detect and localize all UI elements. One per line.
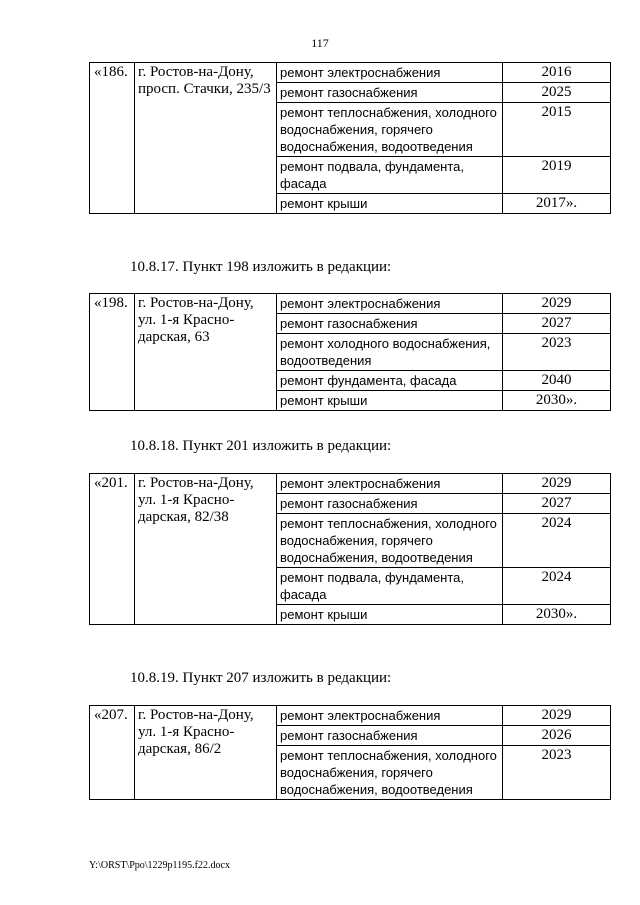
address-cell: г. Ростов-на-Дону, просп. Стачки, 235/3 bbox=[135, 63, 277, 214]
work-type-cell: ремонт газоснабжения bbox=[277, 83, 503, 103]
page-number: 117 bbox=[311, 36, 329, 50]
table-row bbox=[90, 294, 611, 314]
year-cell: 2040 bbox=[503, 371, 611, 391]
register-table-207 bbox=[89, 705, 611, 800]
address-cell: г. Ростов-на-Дону, ул. 1-я Красно-дарская, 63 bbox=[135, 294, 277, 411]
year-cell: 2024 bbox=[503, 514, 611, 568]
work-type-cell: ремонт электроснабжения bbox=[277, 706, 503, 726]
year-cell: 2019 bbox=[503, 157, 611, 194]
year-cell: 2016 bbox=[503, 63, 611, 83]
year-cell: 2029 bbox=[503, 294, 611, 314]
item-number: «201. bbox=[90, 474, 135, 625]
year-cell: 2027 bbox=[503, 494, 611, 514]
register-table-186 bbox=[89, 62, 611, 214]
work-type-cell: ремонт теплоснабжения, холодного водоснабжения, горячего водоснабжения, водоотведения bbox=[277, 746, 503, 800]
year-cell: 2017». bbox=[503, 194, 611, 214]
year-cell: 2023 bbox=[503, 746, 611, 800]
work-type-cell: ремонт крыши bbox=[277, 605, 503, 625]
work-type-cell: ремонт газоснабжения bbox=[277, 494, 503, 514]
work-type-cell: ремонт теплоснабжения, холодного водоснабжения, горячего водоснабжения, водоотведения bbox=[277, 103, 503, 157]
year-cell: 2023 bbox=[503, 334, 611, 371]
work-type-cell: ремонт крыши bbox=[277, 194, 503, 214]
paragraph: 10.8.18. Пункт 201 изложить в редакции: bbox=[130, 438, 392, 454]
year-cell: 2027 bbox=[503, 314, 611, 334]
work-type-cell: ремонт газоснабжения bbox=[277, 314, 503, 334]
year-cell: 2026 bbox=[503, 726, 611, 746]
year-cell: 2030». bbox=[503, 391, 611, 411]
work-type-cell: ремонт газоснабжения bbox=[277, 726, 503, 746]
file-path-footer: Y:\ORST\Ppo\1229p1195.f22.docx bbox=[89, 860, 230, 871]
work-type-cell: ремонт подвала, фундамента, фасада bbox=[277, 157, 503, 194]
year-cell: 2030». bbox=[503, 605, 611, 625]
item-number: «198. bbox=[90, 294, 135, 411]
item-number: «207. bbox=[90, 706, 135, 800]
year-cell: 2024 bbox=[503, 568, 611, 605]
year-cell: 2015 bbox=[503, 103, 611, 157]
table-row bbox=[90, 474, 611, 494]
paragraph: 10.8.17. Пункт 198 изложить в редакции: bbox=[130, 259, 392, 275]
work-type-cell: ремонт холодного водоснабжения, водоотведения bbox=[277, 334, 503, 371]
year-cell: 2029 bbox=[503, 706, 611, 726]
work-type-cell: ремонт электроснабжения bbox=[277, 63, 503, 83]
table-row bbox=[90, 63, 611, 83]
year-cell: 2025 bbox=[503, 83, 611, 103]
work-type-cell: ремонт подвала, фундамента, фасада bbox=[277, 568, 503, 605]
work-type-cell: ремонт крыши bbox=[277, 391, 503, 411]
work-type-cell: ремонт теплоснабжения, холодного водоснабжения, горячего водоснабжения, водоотведения bbox=[277, 514, 503, 568]
address-cell: г. Ростов-на-Дону, ул. 1-я Красно-дарская, 82/38 bbox=[135, 474, 277, 625]
work-type-cell: ремонт электроснабжения bbox=[277, 294, 503, 314]
address-cell: г. Ростов-на-Дону, ул. 1-я Красно-дарская, 86/2 bbox=[135, 706, 277, 800]
paragraph: 10.8.19. Пункт 207 изложить в редакции: bbox=[130, 670, 392, 686]
item-number: «186. bbox=[90, 63, 135, 214]
work-type-cell: ремонт электроснабжения bbox=[277, 474, 503, 494]
table-row bbox=[90, 706, 611, 726]
year-cell: 2029 bbox=[503, 474, 611, 494]
work-type-cell: ремонт фундамента, фасада bbox=[277, 371, 503, 391]
register-table-201 bbox=[89, 473, 611, 625]
register-table-198 bbox=[89, 293, 611, 411]
